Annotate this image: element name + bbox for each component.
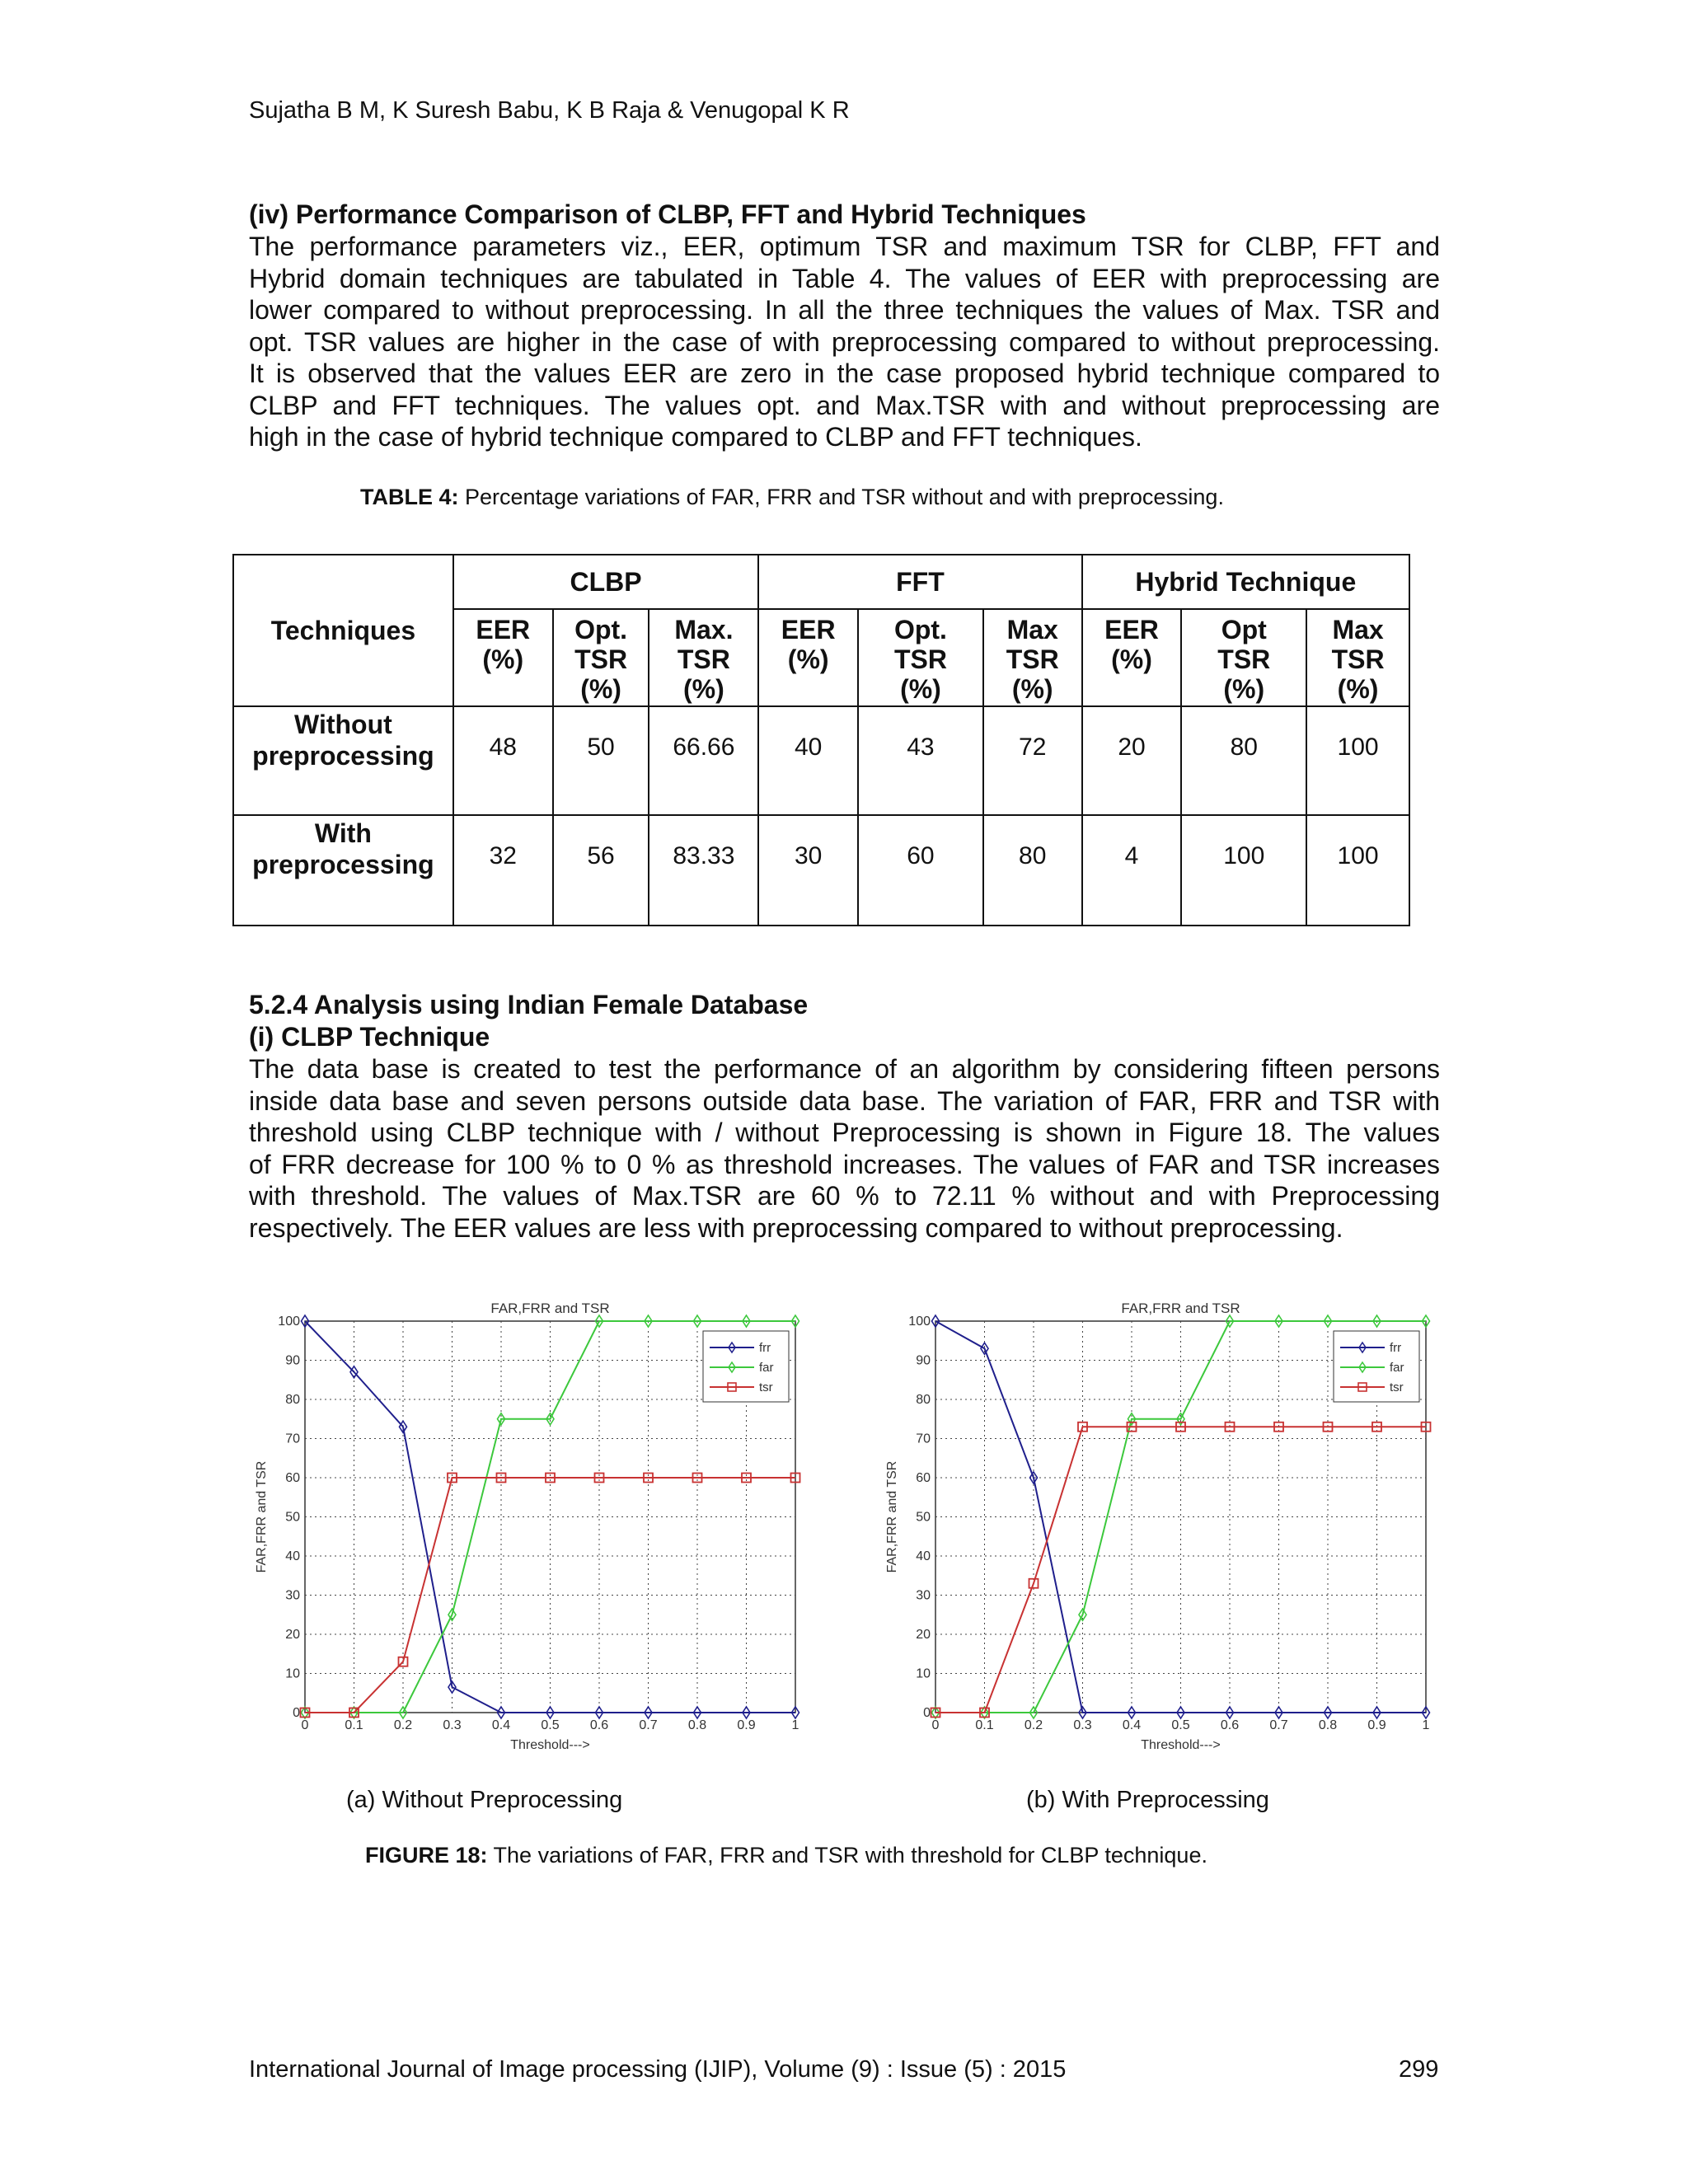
y-tick-label: 70	[916, 1432, 931, 1446]
figure18-caption-text: The variations of FAR, FRR and TSR with threshold for CLBP technique.	[487, 1843, 1207, 1868]
table4-subheader-part: (%)	[787, 644, 829, 674]
y-tick-label: 80	[285, 1393, 300, 1407]
table4-subheader-part: TSR	[1006, 644, 1059, 674]
x-tick-label: 0.6	[589, 1718, 609, 1732]
paragraph-line: opt. TSR values are higher in the case of with preprocessing compared to without preprocessing.	[249, 326, 1440, 357]
x-tick-label: 0.8	[687, 1718, 707, 1732]
legend-label-far: far	[759, 1361, 774, 1375]
y-tick-label: 10	[916, 1666, 931, 1681]
paragraph-line: lower compared to without preprocessing. In all the three techniques the values of Max. TSR and	[249, 295, 1440, 325]
table-cell: 20	[1082, 706, 1182, 815]
x-tick-label: 0.7	[639, 1718, 658, 1732]
x-tick-label: 0.2	[1024, 1718, 1043, 1732]
table-cell: 60	[858, 815, 983, 926]
table-cell: 43	[858, 706, 983, 815]
table4-corner-cell: Techniques	[233, 555, 453, 706]
table-cell: 66.66	[649, 706, 758, 815]
chart-title: FAR,FRR and TSR	[490, 1301, 610, 1316]
table-cell: 48	[453, 706, 553, 815]
y-tick-label: 40	[916, 1549, 931, 1563]
y-axis-label: FAR,FRR and TSR	[255, 1460, 269, 1573]
figure18a-chart	[247, 1290, 824, 1760]
y-tick-label: 80	[916, 1393, 931, 1407]
paragraph-line: inside data base and seven persons outside data base. The variation of FAR, FRR and TSR with	[249, 1085, 1440, 1116]
table4-subheader-part: Max.	[674, 615, 734, 644]
x-tick-label: 0.1	[345, 1718, 363, 1732]
x-tick-label: 1	[1422, 1718, 1430, 1732]
table-cell: 80	[1181, 706, 1306, 815]
table-cell: 83.33	[649, 815, 758, 926]
table4-subheader-part: (%)	[900, 674, 941, 704]
table4-subheader-part: Opt	[1221, 615, 1267, 644]
table4-subheader-part: (%)	[1337, 674, 1379, 704]
paragraph-line: It is observed that the values EER are zero in the case proposed hybrid technique compared to	[249, 359, 1440, 388]
table4-subheader	[983, 609, 1082, 706]
y-tick-label: 20	[916, 1628, 931, 1642]
paragraph-line: Hybrid domain techniques are tabulated in Table 4. The values of EER with preprocessing are	[249, 263, 1440, 293]
x-tick-label: 1	[791, 1718, 799, 1732]
y-tick-label: 30	[285, 1588, 300, 1603]
x-tick-label: 0.4	[1122, 1718, 1142, 1732]
x-axis-label: Threshold--->	[1141, 1738, 1221, 1752]
x-axis-label: Threshold--->	[510, 1738, 590, 1752]
table-cell: 56	[553, 815, 649, 926]
table-cell: 72	[983, 706, 1082, 815]
table4-subheader-part: Max	[1332, 615, 1384, 644]
figure18b-label: (b) With Preprocessing	[1026, 1787, 1269, 1813]
table4-subheader-part: (%)	[482, 644, 524, 674]
table4-subheader-part: TSR	[893, 644, 947, 674]
paragraph-line: of FRR decrease for 100 % to 0 % as threshold increases. The values of FAR and TSR increases	[249, 1149, 1440, 1179]
paragraph-line: high in the case of hybrid technique compared to CLBP and FFT techniques.	[249, 422, 1142, 452]
figure18-caption	[365, 1843, 1207, 1868]
x-tick-label: 0.7	[1269, 1718, 1288, 1732]
x-tick-label: 0.9	[1367, 1718, 1386, 1732]
table4-subheader-part: EER	[476, 615, 531, 644]
running-header: Sujatha B M, K Suresh Babu, K B Raja & Venugopal K R	[249, 97, 850, 124]
y-tick-label: 60	[285, 1471, 300, 1485]
legend-label-tsr: tsr	[1390, 1380, 1404, 1394]
table4-group-fft: FFT	[758, 555, 1081, 609]
legend-label-frr: frr	[1390, 1341, 1402, 1355]
x-tick-label: 0.1	[975, 1718, 994, 1732]
table4-row-label-part: With	[314, 818, 372, 848]
table4-subheader-part: (%)	[1011, 674, 1053, 704]
y-tick-label: 70	[285, 1432, 300, 1446]
table-row	[233, 815, 1409, 926]
table-row	[233, 706, 1409, 815]
x-tick-label: 0	[301, 1718, 309, 1732]
table4-row-label-part: preprocessing	[252, 850, 434, 879]
table4-row-label-part: preprocessing	[252, 741, 434, 771]
table-cell: 100	[1181, 815, 1306, 926]
x-tick-label: 0.8	[1318, 1718, 1338, 1732]
x-tick-label: 0.3	[1073, 1718, 1092, 1732]
table4-subheader-part: EER	[1104, 615, 1159, 644]
y-tick-label: 100	[908, 1315, 931, 1329]
table4-subheader-part: (%)	[580, 674, 621, 704]
table4-subheader	[1306, 609, 1409, 706]
table4-subheader	[1181, 609, 1306, 706]
x-tick-label: 0	[931, 1718, 940, 1732]
table4-subheader-part: Max	[1006, 615, 1058, 644]
table4-subheader-part: TSR	[574, 644, 628, 674]
table4-subheader-part: (%)	[683, 674, 724, 704]
y-tick-label: 60	[916, 1471, 931, 1485]
table4-group-hybrid: Hybrid Technique	[1082, 555, 1409, 609]
table-cell: 80	[983, 815, 1082, 926]
table-cell: 100	[1306, 815, 1409, 926]
table4-row-label	[233, 815, 453, 926]
table4-subheader	[858, 609, 983, 706]
table-cell: 100	[1306, 706, 1409, 815]
x-tick-label: 0.2	[393, 1718, 413, 1732]
paragraph-line: CLBP and FFT techniques. The values opt. and Max.TSR with and without preprocessing are	[249, 390, 1440, 420]
paragraph-line: respectively. The EER values are less with preprocessing compared to without preprocessing.	[249, 1212, 1343, 1243]
x-tick-label: 0.3	[443, 1718, 462, 1732]
y-tick-label: 90	[285, 1353, 300, 1368]
page-number: 299	[1399, 2056, 1439, 2083]
x-tick-label: 0.6	[1220, 1718, 1240, 1732]
table4-subheader-part: EER	[781, 615, 836, 644]
table-cell: 32	[453, 815, 553, 926]
section-iv-title: (iv) Performance Comparison of CLBP, FFT and Hybrid Techniques	[249, 199, 1086, 229]
legend-label-tsr: tsr	[759, 1380, 773, 1394]
figure18a-label: (a) Without Preprocessing	[346, 1787, 623, 1813]
table4-row-label-part: Without	[294, 710, 392, 739]
table4-subheader	[649, 609, 758, 706]
section-524-paragraph	[249, 1053, 1440, 1244]
table4	[232, 554, 1410, 926]
table4-caption-label: TABLE 4:	[360, 485, 459, 509]
table4-subheader-part: TSR	[1331, 644, 1385, 674]
y-tick-label: 50	[285, 1510, 300, 1525]
table4-group-clbp: CLBP	[453, 555, 758, 609]
y-tick-label: 10	[285, 1666, 300, 1681]
table4-subheader	[1082, 609, 1182, 706]
table4-caption-text: Percentage variations of FAR, FRR and TSR without and with preprocessing.	[458, 485, 1224, 509]
table4-subheader-part: (%)	[1111, 644, 1152, 674]
footer-journal: International Journal of Image processing (IJIP), Volume (9) : Issue (5) : 2015	[249, 2056, 1067, 2083]
y-tick-label: 90	[916, 1353, 931, 1368]
figure18b-chart	[878, 1290, 1455, 1760]
table4-subheader	[553, 609, 649, 706]
paragraph-line: threshold using CLBP technique with / without Preprocessing is shown in Figure 18. The values	[249, 1118, 1440, 1147]
y-tick-label: 50	[916, 1510, 931, 1525]
table-cell: 40	[758, 706, 858, 815]
table4-row-label	[233, 706, 453, 815]
table4-subheader-part: (%)	[1223, 674, 1265, 704]
section-524-title: 5.2.4 Analysis using Indian Female Database	[249, 990, 809, 1019]
y-axis-label: FAR,FRR and TSR	[885, 1460, 899, 1573]
legend-label-frr: frr	[759, 1341, 771, 1355]
table4-subheader	[758, 609, 858, 706]
paragraph-line: with threshold. The values of Max.TSR are 60 % to 72.11 % without and with Preprocessing	[249, 1181, 1440, 1211]
table4-subheader-part: TSR	[1217, 644, 1271, 674]
table-cell: 30	[758, 815, 858, 926]
table4-subheader	[453, 609, 553, 706]
x-tick-label: 0.5	[1171, 1718, 1190, 1732]
y-tick-label: 30	[916, 1588, 931, 1603]
section-iv-paragraph	[249, 231, 1440, 453]
x-tick-label: 0.4	[491, 1718, 511, 1732]
paragraph-line: The performance parameters viz., EER, optimum TSR and maximum TSR for CLBP, FFT and	[249, 232, 1440, 261]
legend-label-far: far	[1390, 1361, 1404, 1375]
table-cell: 4	[1082, 815, 1182, 926]
chart-title: FAR,FRR and TSR	[1121, 1301, 1240, 1316]
section-524-subtitle: (i) CLBP Technique	[249, 1022, 490, 1052]
y-tick-label: 20	[285, 1628, 300, 1642]
x-tick-label: 0.9	[737, 1718, 756, 1732]
table4-caption	[360, 485, 1224, 510]
figure18-caption-label: FIGURE 18:	[365, 1843, 488, 1868]
table4-subheader-part: Opt.	[574, 615, 628, 644]
table4-subheader-part: Opt.	[893, 615, 947, 644]
y-tick-label: 100	[278, 1315, 300, 1329]
y-tick-label: 0	[923, 1706, 931, 1720]
table-cell: 50	[553, 706, 649, 815]
y-tick-label: 40	[285, 1549, 300, 1563]
table4-subheader-part: TSR	[677, 644, 730, 674]
y-tick-label: 0	[293, 1706, 300, 1720]
x-tick-label: 0.5	[541, 1718, 560, 1732]
paragraph-line: The data base is created to test the performance of an algorithm by considering fifteen persons	[249, 1054, 1440, 1084]
